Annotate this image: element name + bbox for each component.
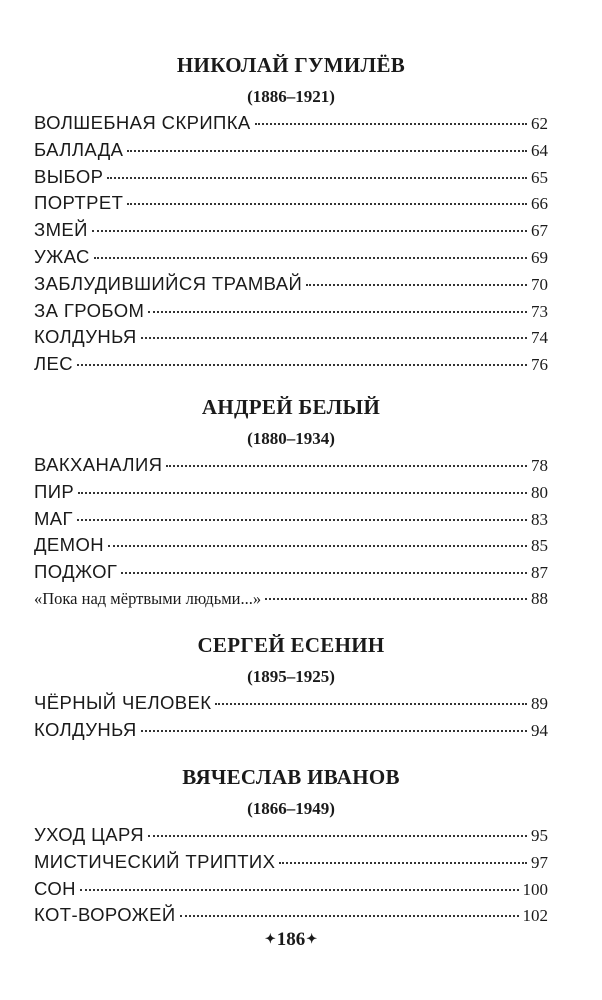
entry-title: ПОДЖОГ (34, 561, 118, 583)
entry-page-number: 85 (531, 536, 548, 556)
entry-title: ДЕМОН (34, 534, 105, 556)
dot-leader (94, 257, 527, 259)
dot-leader (279, 862, 527, 864)
star-ornament-icon: ✦ (264, 931, 276, 946)
toc-entry[interactable] (34, 902, 548, 929)
entry-title: ЧЁРНЫЙ ЧЕЛОВЕК (34, 692, 212, 713)
entry-page-number: 62 (531, 114, 548, 133)
entry-title: «Пока над мёртвыми людьми...» (34, 588, 262, 608)
toc-entry[interactable] (34, 351, 548, 378)
entry-title: ПОРТРЕТ (34, 192, 124, 214)
entry-title: УЖАС (34, 245, 90, 267)
entry-page-number: 66 (531, 194, 548, 214)
page-folio (34, 928, 548, 953)
dot-leader (108, 545, 527, 547)
toc-entry[interactable] (34, 164, 548, 191)
entry-title: МАГ (34, 507, 73, 529)
entry-title: ЛЕС (34, 353, 74, 375)
entry-page-number: 88 (531, 588, 548, 608)
entry-title: ВЫБОР (34, 165, 104, 187)
author-name: СЕРГЕЙ ЕСЕНИН (197, 633, 385, 657)
toc-page (34, 0, 548, 1000)
toc-entry[interactable] (34, 298, 548, 325)
entry-page-number: 87 (531, 563, 548, 583)
toc-entry[interactable] (34, 479, 548, 506)
entry-page-number: 67 (531, 221, 548, 241)
page-number: 186 (276, 929, 306, 950)
toc-section-gumilyov (34, 52, 548, 378)
toc-entry[interactable] (34, 324, 548, 351)
dot-leader (77, 364, 527, 366)
toc-entry[interactable] (34, 190, 548, 217)
dot-leader (78, 492, 527, 494)
dot-leader (107, 177, 527, 179)
entry-title: УХОД ЦАРЯ (34, 824, 145, 845)
entry-page-number: 95 (531, 826, 548, 845)
toc-entry[interactable] (34, 822, 548, 849)
dot-leader (148, 835, 527, 837)
toc-entry[interactable] (34, 690, 548, 717)
entry-page-number: 73 (531, 301, 548, 321)
entry-title: СОН (34, 877, 76, 899)
toc-entry[interactable] (34, 244, 548, 271)
toc-entry[interactable] (34, 110, 548, 137)
entry-title: ЗМЕЙ (34, 219, 88, 241)
dot-leader (127, 150, 527, 152)
author-name: ВЯЧЕСЛАВ ИВАНОВ (182, 765, 400, 789)
dot-leader (127, 203, 527, 205)
dot-leader (255, 123, 527, 125)
entry-title: КОЛДУНЬЯ (34, 718, 137, 740)
entry-title: БАЛЛАДА (34, 138, 124, 160)
toc-entry[interactable] (34, 532, 548, 559)
entry-page-number: 78 (531, 456, 548, 475)
entry-title: МИСТИЧЕСКИЙ ТРИПТИХ (34, 850, 276, 872)
dot-leader (265, 598, 527, 600)
entry-page-number: 83 (531, 509, 548, 529)
author-name: АНДРЕЙ БЕЛЫЙ (201, 395, 381, 419)
entry-page-number: 80 (531, 482, 548, 502)
dot-leader (148, 311, 527, 313)
entry-title: ЗА ГРОБОМ (34, 299, 145, 321)
toc-entry[interactable] (34, 506, 548, 533)
author-name: НИКОЛАЙ ГУМИЛЁВ (176, 53, 406, 77)
entry-page-number: 89 (531, 694, 548, 713)
toc-section-bely (34, 394, 548, 613)
author-years: (1886–1921) (247, 87, 335, 106)
dot-leader (166, 465, 527, 467)
toc-entry[interactable] (34, 849, 548, 876)
dot-leader (306, 284, 527, 286)
entry-page-number: 70 (531, 274, 548, 294)
entry-page-number: 65 (531, 167, 548, 187)
dot-leader (180, 915, 519, 917)
entry-page-number: 102 (522, 906, 548, 926)
dot-leader (121, 572, 527, 574)
entry-title: ПИР (34, 480, 75, 502)
toc-section-ivanov (34, 764, 548, 929)
entry-page-number: 64 (531, 140, 548, 160)
entry-page-number: 94 (531, 720, 548, 740)
toc-entry[interactable] (34, 559, 548, 586)
entry-page-number: 76 (531, 355, 548, 375)
toc-entry[interactable] (34, 217, 548, 244)
author-years: (1880–1934) (247, 429, 335, 448)
author-years: (1866–1949) (247, 799, 335, 818)
entry-title: ЗАБЛУДИВШИЙСЯ ТРАМВАЙ (34, 272, 303, 294)
toc-section-yesenin (34, 632, 548, 744)
dot-leader (215, 703, 527, 705)
dot-leader (92, 230, 527, 232)
toc-entry[interactable] (34, 876, 548, 903)
toc-entry[interactable] (34, 717, 548, 744)
entry-page-number: 69 (531, 247, 548, 267)
star-ornament-icon: ✦ (306, 931, 318, 946)
author-years: (1895–1925) (247, 667, 335, 686)
dot-leader (80, 889, 519, 891)
dot-leader (141, 337, 527, 339)
entry-title: ВОЛШЕБНАЯ СКРИПКА (34, 112, 251, 133)
entry-title: КОЛДУНЬЯ (34, 326, 137, 348)
entry-title: КОТ-ВОРОЖЕЙ (34, 904, 176, 926)
toc-entry[interactable] (34, 586, 548, 613)
entry-page-number: 97 (531, 852, 548, 872)
dot-leader (141, 730, 527, 732)
toc-entry[interactable] (34, 452, 548, 479)
entry-page-number: 74 (531, 328, 548, 348)
dot-leader (77, 519, 527, 521)
entry-page-number: 100 (522, 879, 548, 899)
toc-entry[interactable] (34, 271, 548, 298)
toc-entry[interactable] (34, 137, 548, 164)
entry-title: ВАКХАНАЛИЯ (34, 454, 163, 475)
